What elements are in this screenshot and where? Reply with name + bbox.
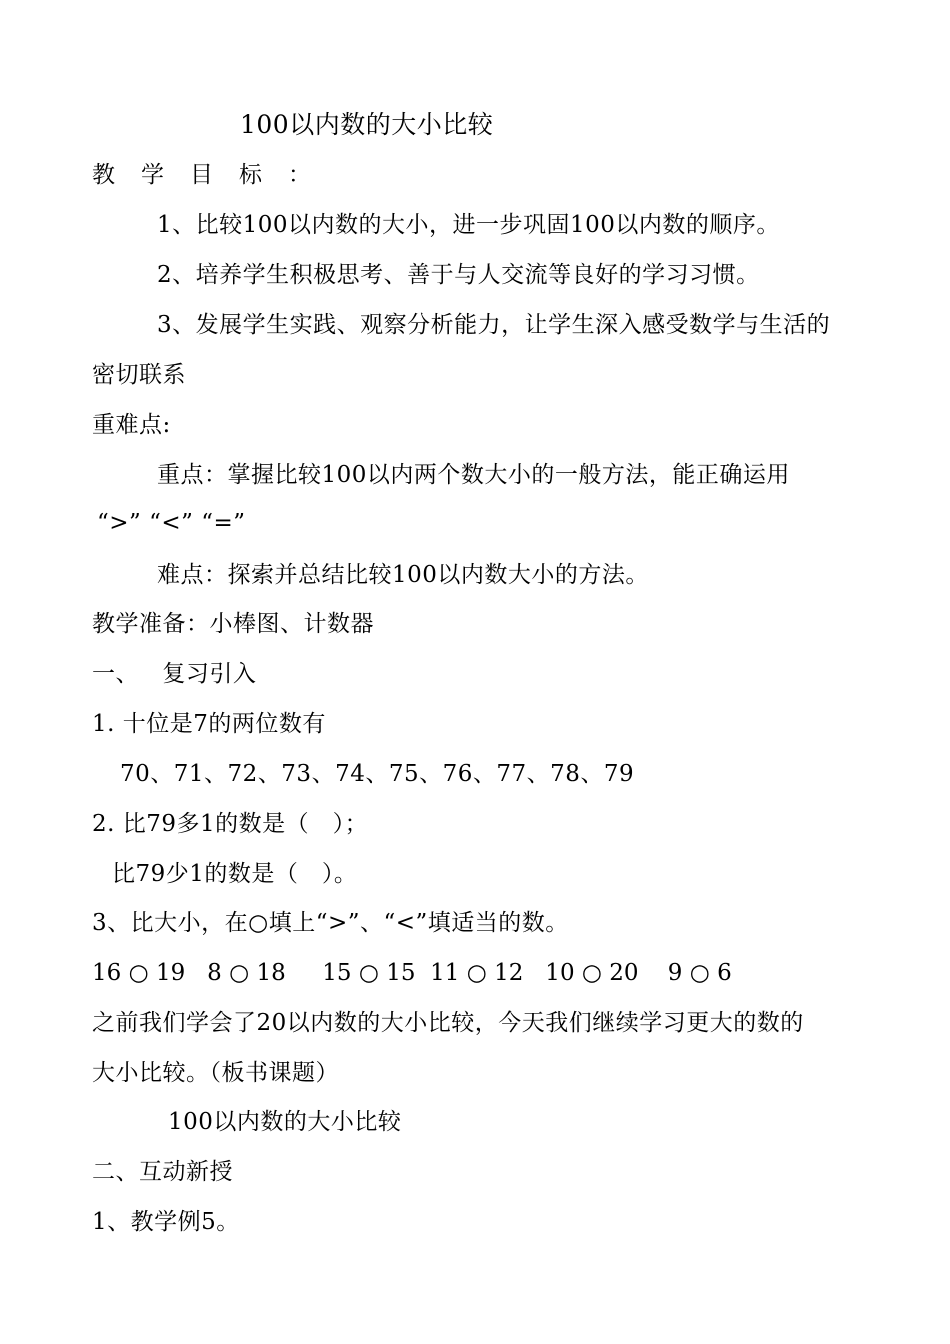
objectives-heading: 教学目标：: [92, 162, 337, 188]
document-title: 100以内数的大小比较: [240, 110, 494, 139]
objective-3-line1: 3、发展学生实践、观察分析能力，让学生深入感受数学与生活的: [157, 312, 831, 338]
key-points-heading: 重难点:: [92, 412, 171, 438]
objective-1: 1、比较100以内数的大小，进一步巩固100以内数的顺序。: [157, 212, 780, 238]
board-title: 100以内数的大小比较: [168, 1109, 402, 1135]
difficult-point: 难点：探索并总结比较100以内数大小的方法。: [157, 562, 649, 588]
teaching-preparation: 教学准备：小棒图、计数器: [92, 611, 374, 637]
review-item-3: 3、比大小，在○填上“>”、“<”填适当的数。: [92, 910, 569, 936]
example-item: 1、教学例5。: [92, 1209, 240, 1235]
objective-2: 2、培养学生积极思考、善于与人交流等良好的学习习惯。: [157, 262, 760, 288]
review-item-1-numbers: 70、71、72、73、74、75、76、77、78、79: [120, 761, 635, 787]
key-point-line2: “>” “<” “=”: [97, 510, 246, 536]
transition-line1: 之前我们学会了20以内数的大小比较，今天我们继续学习更大的数的: [92, 1010, 804, 1036]
review-item-2a: 2. 比79多1的数是（ ）；: [92, 811, 369, 837]
key-point-line1: 重点：掌握比较100以内两个数大小的一般方法，能正确运用: [157, 462, 790, 488]
review-item-1: 1. 十位是7的两位数有: [92, 711, 326, 737]
objective-3-line2: 密切联系: [92, 362, 186, 388]
section-1-heading: 一、 复习引入: [92, 661, 257, 687]
transition-line2: 大小比较。（板书课题）: [92, 1060, 339, 1086]
section-2-heading: 二、互动新授: [92, 1159, 233, 1185]
comparison-exercises: 16 ○ 19 8 ○ 18 15 ○ 15 11 ○ 12 10 ○ 20 9 ○ 6: [92, 960, 732, 986]
review-item-2b: 比79少1的数是（ ）。: [112, 861, 358, 887]
